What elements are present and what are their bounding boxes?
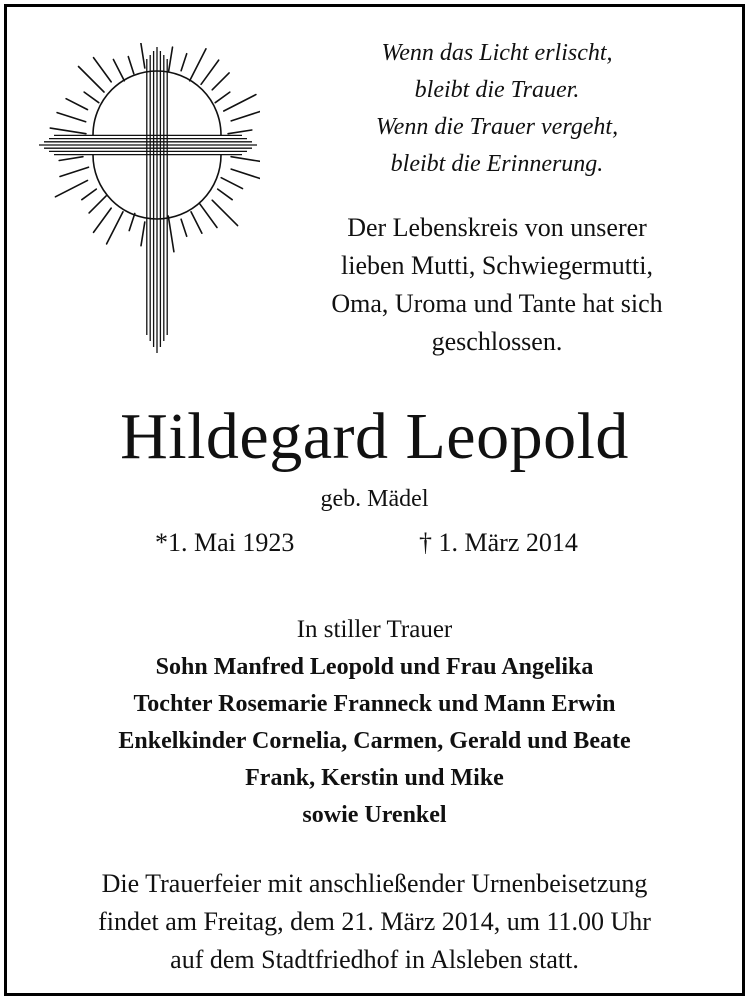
mourner-line: Frank, Kerstin und Mike [245,765,504,791]
radiant-cross-icon [35,43,260,363]
poem-line: Wenn die Trauer vergeht, [375,114,619,140]
intro-line: lieben Mutti, Schwiegermutti, [341,251,653,280]
death-date: † 1. März 2014 [419,528,578,557]
poem-line: Wenn das Licht erlischt, [381,40,613,66]
mourner-line: Tochter Rosemarie Franneck und Mann Erwin [133,691,616,717]
intro-line: Der Lebenskreis von unserer [347,213,647,242]
ceremony-line: auf dem Stadtfriedhof in Alsleben statt. [170,945,579,974]
mourning-lead: In stiller Trauer [296,616,453,643]
mourner-line: sowie Urenkel [302,802,447,828]
intro-line: Oma, Uroma und Tante hat sich [331,289,663,318]
intro-text [277,209,717,361]
mourner-line: Sohn Manfred Leopold und Frau Angelika [155,654,594,680]
poem-line: bleibt die Erinnerung. [390,151,604,177]
birth-date: *1. Mai 1923 [155,528,295,557]
ceremony-line: findet am Freitag, dem 21. März 2014, um 11.00 Uhr [98,907,651,936]
obituary-notice [4,4,745,996]
mourners-section [7,611,742,834]
ceremony-line: Die Trauerfeier mit anschließender Urnenbeisetzung [101,869,648,898]
poem-line: bleibt die Trauer. [414,77,580,103]
mourner-line: Enkelkinder Cornelia, Carmen, Gerald und Beate [118,728,631,754]
poem [307,35,687,183]
deceased-name: Hildegard Leopold [120,400,629,473]
ceremony-info [7,865,742,979]
intro-line: geschlossen. [431,327,563,356]
birth-name: geb. Mädel [320,486,429,512]
